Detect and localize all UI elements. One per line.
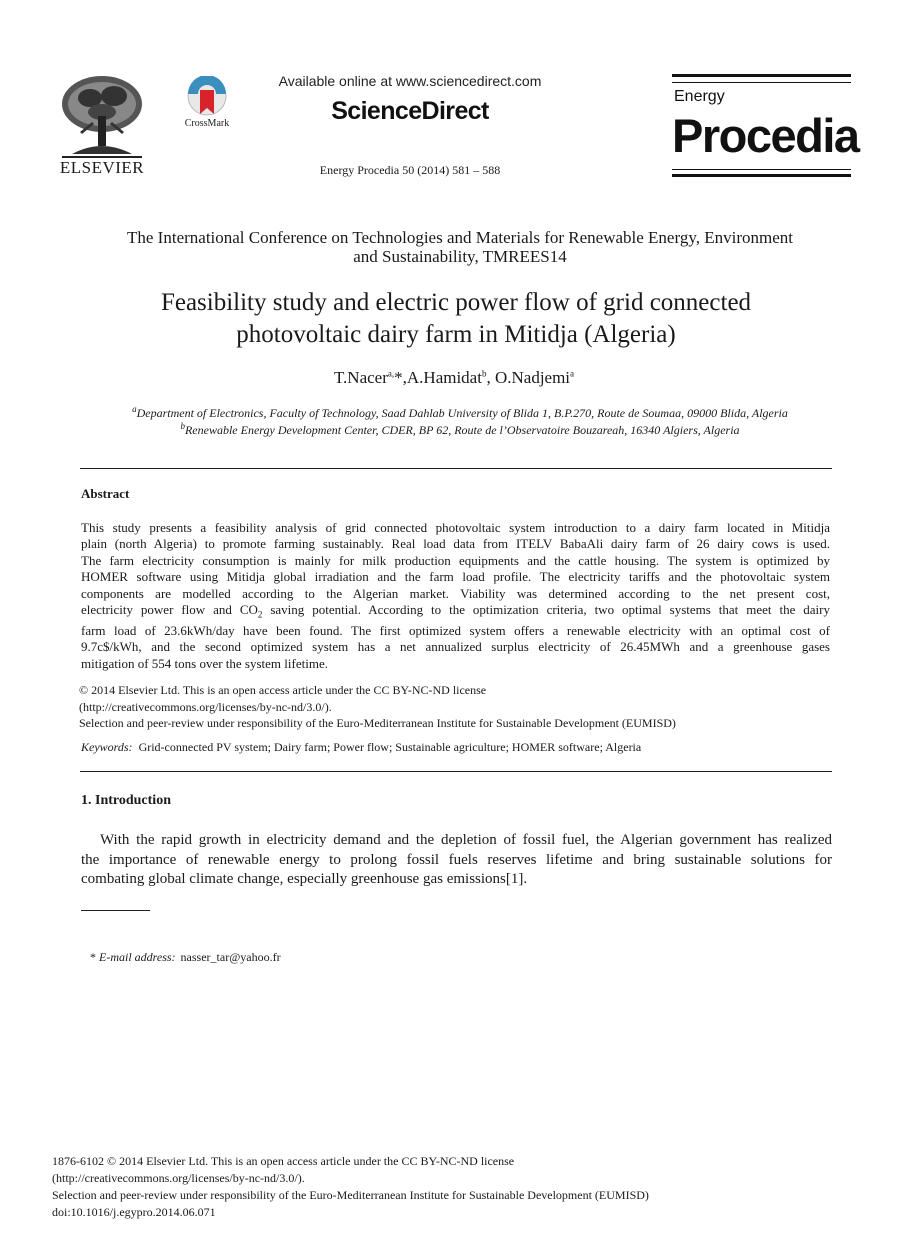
journal-name-small: Energy [674, 88, 725, 105]
author-affiliation-mark: a [570, 368, 575, 379]
elsevier-logo[interactable] [52, 72, 152, 178]
intro-line: the importance of renewable energy to prolong fossil fuels reserves lifetime and bring sustainable solutions for [81, 851, 832, 868]
license-link[interactable]: (http://creativecommons.org/licenses/by-nc-nd/3.0/). [79, 699, 332, 714]
footer-license-link[interactable]: (http://creativecommons.org/licenses/by-nc-nd/3.0/). [52, 1171, 305, 1185]
license-block [79, 682, 839, 732]
affiliation-mark: b [180, 421, 185, 431]
elsevier-tree-icon [52, 72, 152, 158]
email-link[interactable]: nasser_tar@yahoo.fr [180, 950, 281, 964]
affiliation-text: Renewable Energy Development Center, CDER, BP 62, Route de l’Observatoire Bouzareah, 16340 Algiers, Algeria [184, 423, 740, 437]
affiliation-item [60, 422, 860, 439]
title-line-2: photovoltaic dairy farm in Mitidja (Algeria) [236, 321, 676, 348]
license-line: © 2014 Elsevier Ltd. This is an open access article under the CC BY-NC-ND license [79, 683, 487, 697]
affiliations [60, 405, 860, 439]
journal-name-big: Procedia [672, 109, 859, 162]
keywords-text: Grid-connected PV system; Dairy farm; Power flow; Sustainable agriculture; HOMER software; Algeria [138, 740, 642, 754]
abstract-line: plain (north Algeria) to promote farming sustainably. Real load data from ITELV BabaAli dairy farm of 26 dairy cows is used. [81, 536, 830, 552]
abstract-line: This study presents a feasibility analysis of grid connected photovoltaic system introduction to a dairy farm located in Mitidja [81, 520, 830, 535]
footer [52, 1153, 832, 1221]
title-line-1: Feasibility study and electric power flow of grid connected [160, 289, 752, 316]
author-name[interactable]: T.Nacer [333, 368, 388, 387]
crossmark-badge[interactable] [176, 76, 238, 132]
abstract-text: electricity power flow and CO [81, 602, 258, 618]
abstract-line: HOMER software using Mitidja global irradiation and the farm load profile. The electricity tariffs and the photovoltaic system [81, 569, 830, 585]
crossmark-label: CrossMark [184, 118, 230, 129]
abstract-heading: Abstract [81, 486, 130, 501]
journal-top-rule-thick [672, 74, 851, 77]
footer-review: Selection and peer-review under responsibility of the Euro-Mediterranean Institute for Sustainable Development (EUMISD) [52, 1188, 649, 1202]
author-list [200, 368, 708, 388]
conference-line-2: and Sustainability, TMREES14 [353, 247, 567, 266]
divider-bottom [80, 771, 832, 772]
author-name[interactable]: A.Hamidat [406, 368, 482, 387]
journal-bottom-rule-thin [672, 169, 851, 170]
paper-title [50, 287, 862, 351]
affiliation-text: Department of Electronics, Faculty of Technology, Saad Dahlab University of Blida 1, B.P.270, Route de Soumaa, 09000 Blida, Algeria [136, 406, 788, 420]
available-online[interactable]: Available online at www.sciencedirect.com [278, 73, 542, 89]
license-line: Selection and peer-review under responsibility of the Euro-Mediterranean Institute for Sustainable Development (EUMISD) [79, 716, 676, 730]
intro-line: combating global climate change, especially greenhouse gas emissions[1]. [81, 871, 528, 887]
publisher-name: ELSEVIER [59, 158, 145, 177]
affiliation-mark: a [132, 404, 137, 414]
author-separator: , [402, 368, 407, 387]
introduction-body [81, 831, 832, 890]
keywords-label: Keywords: [81, 740, 133, 754]
abstract-line-co2 [81, 602, 830, 623]
footnote [90, 950, 281, 965]
sciencedirect-logo[interactable]: ScienceDirect [331, 97, 489, 125]
conference-name [60, 228, 860, 266]
doi-link[interactable]: doi:10.1016/j.egypro.2014.06.071 [52, 1205, 216, 1219]
journal-top-rule-thin [672, 82, 851, 83]
journal-logo[interactable] [672, 74, 859, 178]
author-separator: , [486, 368, 495, 387]
abstract-text: saving potential. According to the optimization criteria, two optimal systems that meet the dairy [262, 602, 830, 618]
author-affiliation-mark: b [481, 368, 487, 379]
crossmark-icon [176, 76, 238, 118]
abstract-line: components are modelled according to the Algerian market. Viability was determined according to the net present cost, [81, 585, 830, 601]
abstract-body [81, 520, 830, 672]
divider-top [80, 468, 832, 469]
abstract-line: farm load of 23.6kWh/day have been found. The first optimized system offers a renewable electricity with an optimal cost of [81, 623, 830, 639]
keywords [81, 740, 841, 755]
footer-license: 1876-6102 © 2014 Elsevier Ltd. This is an open access article under the CC BY-NC-ND license [52, 1154, 515, 1168]
affiliation-item [60, 405, 860, 422]
subscript: 2 [257, 609, 263, 620]
corresponding-star[interactable]: * [394, 368, 403, 387]
intro-line: With the rapid growth in electricity demand and the depletion of fossil fuel, the Algerian government has realized [100, 832, 832, 848]
citation-line: Energy Procedia 50 (2014) 581 – 588 [319, 163, 501, 177]
author-affiliation-mark: a, [387, 368, 395, 379]
author-name[interactable]: O.Nadjemi [494, 368, 571, 387]
footnote-star: * [90, 950, 96, 964]
footnote-label: E-mail address: [99, 950, 176, 964]
footnote-rule [81, 910, 150, 911]
conference-line-1: The International Conference on Technologies and Materials for Renewable Energy, Environment [127, 228, 793, 247]
abstract-line: 9.7c$/kWh, and the second optimized system has a net annualized surplus electricity of 26.45MWh and a greenhouse gases [81, 639, 830, 655]
section-heading-introduction: 1. Introduction [81, 793, 171, 808]
abstract-line: The farm electricity consumption is mainly for milk production equipments and the cattle housing. The system is optimized by [81, 552, 830, 568]
abstract-line: mitigation of 554 tons over the system lifetime. [81, 655, 328, 671]
journal-bottom-rule-thick [672, 174, 851, 177]
